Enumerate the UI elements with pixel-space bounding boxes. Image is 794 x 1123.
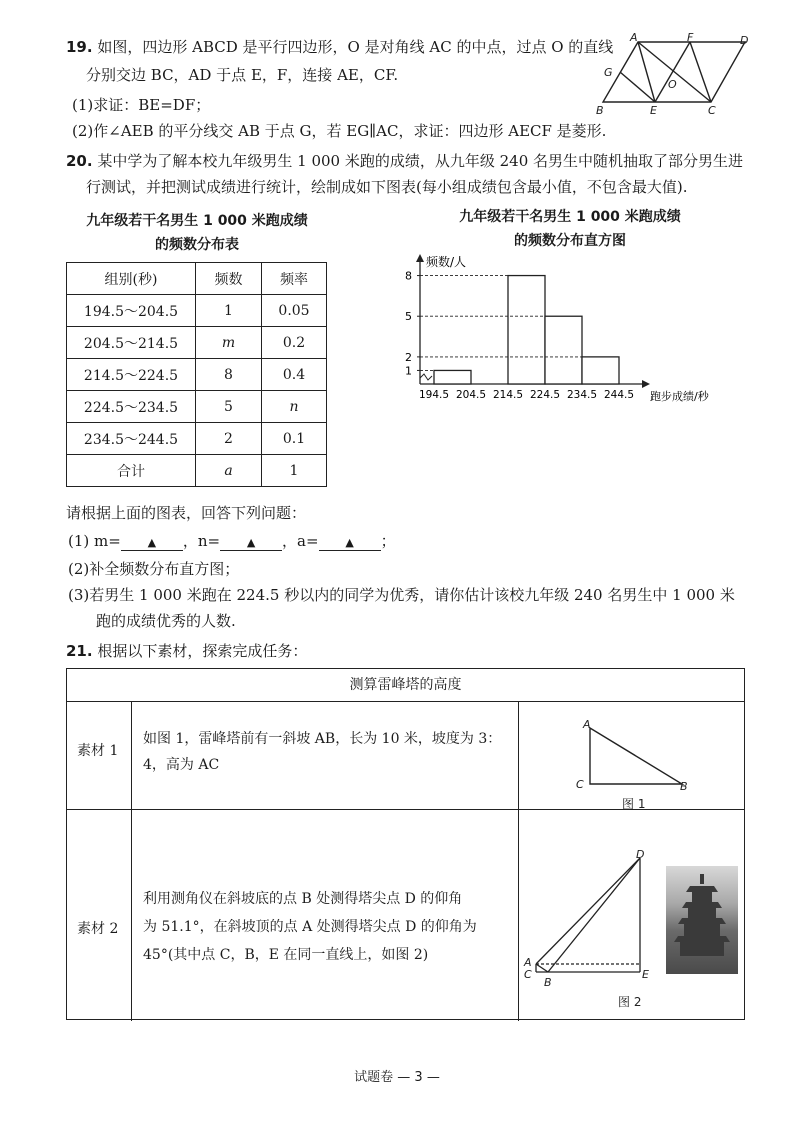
- y-axis-label: 频数/人: [426, 255, 467, 269]
- q21-number: 21.: [66, 642, 93, 660]
- cell-group: 194.5～204.5: [67, 295, 196, 327]
- material2-line2: 为 51.1°，在斜坡顶的点 A 处测得塔尖点 D 的仰角为: [143, 919, 477, 935]
- table-title-line1: 九年级若干名男生 1 000 米跑成绩: [86, 213, 308, 229]
- answer-blank-a[interactable]: ▲: [319, 536, 381, 551]
- y-tick-label: 2: [405, 350, 412, 364]
- part1-n-label: ，n=: [182, 532, 221, 550]
- label-f: F: [687, 32, 694, 44]
- q20-number: 20.: [66, 152, 93, 170]
- x-axis-label: 跑步成绩/秒: [650, 390, 709, 403]
- materials-table-header: 测算雷峰塔的高度: [67, 669, 744, 702]
- cell-count: a: [196, 455, 262, 487]
- pagoda-silhouette: [666, 866, 738, 974]
- material2-line1: 利用测角仪在斜坡底的点 B 处测得塔尖点 D 的仰角: [143, 891, 463, 907]
- frequency-histogram: [396, 252, 736, 412]
- cell-group: 224.5～234.5: [67, 391, 196, 423]
- table-row: [67, 455, 327, 487]
- part1-a-label: ，a=: [282, 532, 319, 550]
- q19-line1: [66, 36, 613, 58]
- page-footer: 试题卷 — 3 —: [354, 1070, 440, 1085]
- header-frequency: 频数: [196, 263, 262, 295]
- histogram-bar: [545, 316, 582, 384]
- cell-rate: 0.2: [262, 327, 327, 359]
- axis-break-mark: [420, 374, 432, 380]
- q20-line1: [66, 150, 743, 172]
- cell-rate: 0.1: [262, 423, 327, 455]
- cell-count: m: [196, 327, 262, 359]
- label-d: D: [740, 34, 749, 47]
- part1-m-label: (1) m=: [68, 532, 121, 550]
- q19-number: 19.: [66, 38, 93, 56]
- y-tick-label: 1: [405, 364, 412, 378]
- x-tick-label: 194.5: [418, 389, 450, 401]
- cell-rate: 1: [262, 455, 327, 487]
- material1-label: 素材 1: [77, 743, 119, 759]
- histogram-bar: [582, 357, 619, 384]
- fig2-label-a: A: [524, 956, 532, 969]
- cell-rate: n: [262, 391, 327, 423]
- q19-part1: (1)求证：BE=DF；: [72, 96, 211, 114]
- label-e: E: [650, 104, 657, 117]
- table-row: [67, 327, 327, 359]
- q20-part1: [68, 530, 396, 552]
- x-tick-label: 244.5: [603, 389, 635, 401]
- label-o: O: [668, 78, 677, 91]
- q20-part3-line1: (3)若男生 1 000 米跑在 224.5 秒以内的同学为优秀，请你估计该校九年级 240 名男生中 1 000 米: [68, 586, 735, 604]
- cell-group: 214.5～224.5: [67, 359, 196, 391]
- cell-rate: 0.4: [262, 359, 327, 391]
- q20-text-line1: 某中学为了解本校九年级男生 1 000 米跑的成绩，从九年级 240 名男生中随机抽取了部分男生进: [97, 152, 744, 170]
- x-tick-label: 234.5: [566, 389, 598, 401]
- q19-figure-parallelogram: [590, 32, 760, 118]
- table-title-line2: 的频数分布表: [155, 237, 239, 253]
- table-row: [67, 359, 327, 391]
- label-c: C: [708, 104, 716, 117]
- q21-line: [66, 640, 307, 662]
- q20-part3-line2: 跑的成绩优秀的人数.: [96, 612, 236, 630]
- cell-count: 5: [196, 391, 262, 423]
- divider-col2: [518, 701, 519, 1021]
- answer-blank-m[interactable]: ▲: [121, 536, 183, 551]
- figure-2-tower: [520, 848, 660, 1012]
- q19-part2: (2)作∠AEB 的平分线交 AB 于点 G，若 EG∥AC，求证：四边形 AECF 是菱形.: [72, 122, 607, 140]
- x-tick-label: 204.5: [455, 389, 487, 401]
- material1-line1: 如图 1，雷峰塔前有一斜坡 AB，长为 10 米，坡度为 3：: [143, 731, 502, 747]
- table-header-row: [67, 263, 327, 295]
- x-tick-label: 214.5: [492, 389, 524, 401]
- frequency-table: [66, 262, 327, 487]
- figure-2-caption: 图 2: [618, 995, 642, 1009]
- material1-line2: 4，高为 AC: [143, 757, 220, 773]
- chart-title-line2: 的频数分布直方图: [514, 233, 626, 249]
- figure-1-caption: 图 1: [622, 797, 646, 811]
- table-row: [67, 295, 327, 327]
- fig2-label-d: D: [636, 848, 645, 861]
- cell-count: 8: [196, 359, 262, 391]
- figure-1-slope: [570, 716, 700, 814]
- triangle-abc: [590, 728, 682, 784]
- histogram-bar: [508, 276, 545, 384]
- y-tick-label: 5: [405, 310, 412, 324]
- leifeng-pagoda-photo: [666, 866, 738, 974]
- q19-line2: 分别交边 BC，AD 于点 E，F，连接 AE，CF.: [86, 66, 399, 84]
- cell-group: 234.5～244.5: [67, 423, 196, 455]
- q21-intro: 根据以下素材，探索完成任务：: [97, 642, 308, 660]
- q19-text-line1: 如图，四边形 ABCD 是平行四边形，O 是对角线 AC 的中点，过点 O 的直线: [97, 38, 614, 56]
- cell-group: 合计: [67, 455, 196, 487]
- x-axis-arrow: [642, 380, 650, 388]
- segment-ab: [536, 964, 548, 972]
- q20-part2: (2)补全频数分布直方图；: [68, 560, 240, 578]
- fig1-label-c: C: [576, 778, 584, 791]
- fig2-label-c: C: [524, 968, 532, 981]
- fig2-label-b: B: [544, 976, 552, 989]
- segment-ef: [655, 42, 690, 102]
- label-g: G: [604, 66, 613, 79]
- table-row: [67, 423, 327, 455]
- label-b: B: [596, 104, 604, 117]
- q20-line2: 行测试，并把测试成绩进行统计，绘制成如下图表(每小组成绩包含最小值，不包含最大值).: [86, 178, 688, 196]
- material2-line3: 45°(其中点 C，B，E 在同一直线上，如图 2): [143, 947, 429, 963]
- chart-title-line1: 九年级若干名男生 1 000 米跑成绩: [459, 209, 681, 225]
- segment-ad: [536, 858, 640, 964]
- cell-count: 1: [196, 295, 262, 327]
- q20-intro: 请根据上面的图表，回答下列问题：: [66, 504, 307, 522]
- y-tick-label: 8: [405, 269, 412, 283]
- header-rate: 频率: [262, 263, 327, 295]
- fig1-label-b: B: [680, 780, 688, 793]
- label-a: A: [630, 32, 638, 44]
- header-group: 组别(秒): [67, 263, 196, 295]
- fig2-label-e: E: [642, 968, 649, 981]
- cell-group: 204.5～214.5: [67, 327, 196, 359]
- cell-count: 2: [196, 423, 262, 455]
- histogram-bar: [434, 370, 471, 384]
- cell-rate: 0.05: [262, 295, 327, 327]
- y-axis-arrow: [416, 254, 424, 262]
- part1-end: ；: [380, 532, 396, 550]
- material2-label: 素材 2: [77, 921, 119, 937]
- segment-ae: [638, 42, 655, 102]
- divider-col1: [131, 701, 132, 1021]
- fig1-label-a: A: [583, 718, 591, 731]
- x-tick-label: 224.5: [529, 389, 561, 401]
- segment-bd: [548, 858, 640, 972]
- table-row: [67, 391, 327, 423]
- answer-blank-n[interactable]: ▲: [220, 536, 282, 551]
- segment-ge: [620, 72, 655, 102]
